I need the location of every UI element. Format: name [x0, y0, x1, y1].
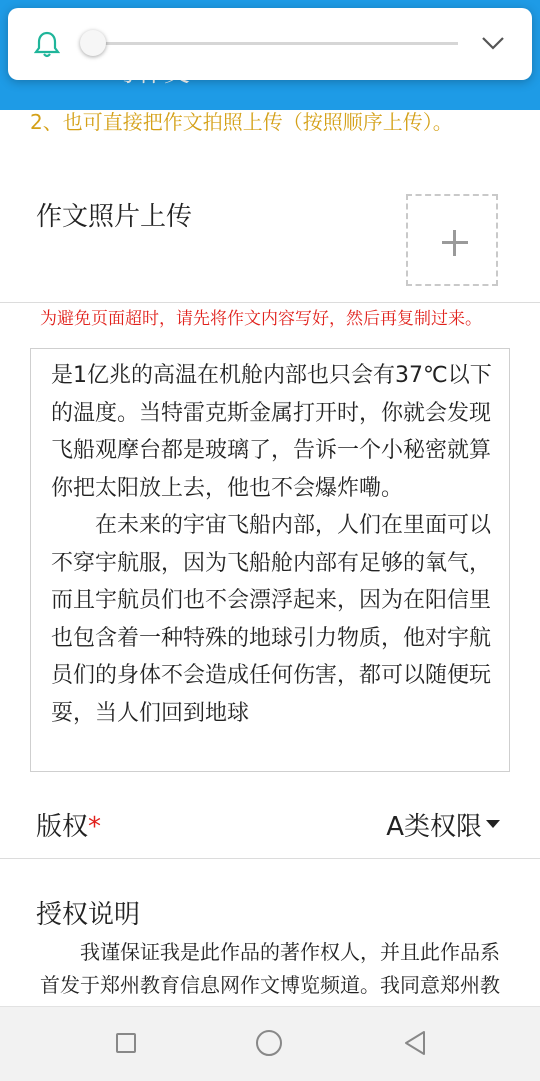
copyright-row[interactable] — [0, 790, 540, 856]
caret-down-icon[interactable] — [486, 820, 500, 828]
divider — [0, 302, 540, 303]
essay-paragraph: 是1亿兆的高温在机舱内部也只会有37℃以下的温度。当特雷克斯金属打开时，你就会发现飞船观摩台都是玻璃了，告诉一个小秘密就算你把太阳放上去，他也不会爆炸嘞。 — [51, 363, 492, 501]
essay-text — [51, 357, 497, 732]
authorization-title: 授权说明 — [36, 900, 141, 930]
divider — [0, 858, 540, 859]
volume-slider-track[interactable] — [92, 42, 458, 45]
timeout-warning: 为避免页面超时，请先将作文内容写好，然后再复制过来。 — [40, 309, 482, 329]
chevron-down-icon[interactable] — [480, 34, 506, 52]
home-icon[interactable] — [256, 1030, 282, 1056]
photo-upload-label: 作文照片上传 — [36, 202, 193, 232]
authorization-text: 我谨保证我是此作品的著作权人，并且此作品系首发于郑州教育信息网作文博览频道。我同意郑州教 — [40, 940, 500, 997]
essay-content-field[interactable] — [30, 348, 510, 772]
essay-paragraph: 在未来的宇宙飞船内部，人们在里面可以不穿宇航服，因为飞船舱内部有足够的氧气，而且宇航员们也不会漂浮起来，因为在阳信里也包含着一种特殊的地球引力物质，他对宇航员们的身体不会造成任何伤害，都可以随便玩耍，当人们回到地球 — [51, 513, 492, 726]
photo-upload-button[interactable] — [406, 194, 498, 286]
volume-slider-thumb[interactable] — [80, 30, 106, 56]
required-mark: * — [88, 812, 102, 842]
back-icon[interactable] — [402, 1029, 428, 1057]
volume-popup — [8, 8, 532, 80]
system-nav-bar — [0, 1006, 540, 1081]
recent-apps-icon[interactable] — [116, 1033, 136, 1053]
bell-icon[interactable] — [34, 30, 60, 58]
upload-hint-text: 2、也可直接把作文拍照上传（按照顺序上传）。 — [30, 110, 453, 134]
copyright-label: 版权* — [36, 812, 102, 842]
copyright-select[interactable]: A类权限 — [386, 812, 482, 842]
